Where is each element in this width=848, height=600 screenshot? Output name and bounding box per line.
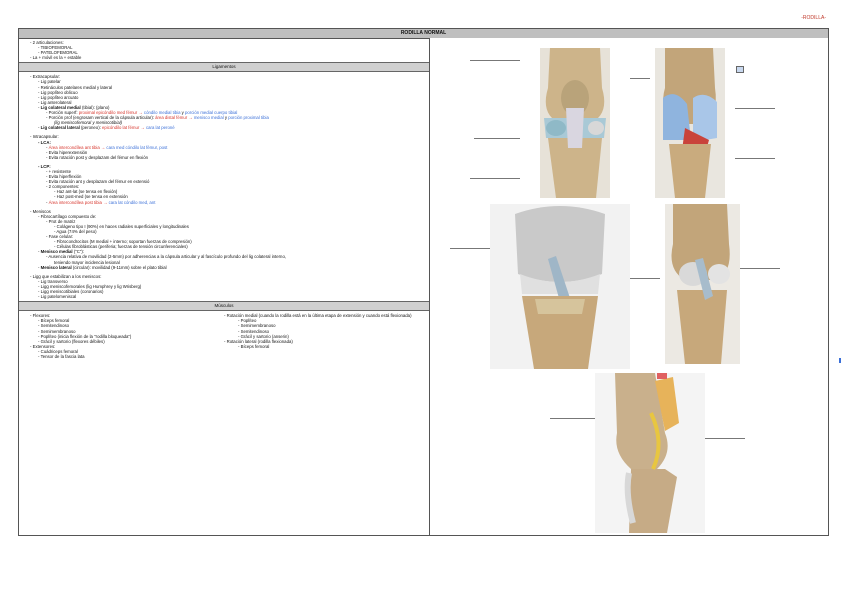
- list-item: - Meniscos: [30, 208, 51, 214]
- list-item: - Lig colateral lateral (peroneo): epicóndilo lat fémur → cara lat peroné: [38, 125, 175, 131]
- scroll-marker: [839, 358, 841, 363]
- knee-cruciate-illustration: [490, 204, 630, 369]
- list-item: - Extracapsular:: [30, 74, 61, 80]
- list-item: - Poplíteo (inicia flexión de la "rodilla bloqueada"): [38, 333, 132, 339]
- section-header-musculos: Músculos: [19, 301, 429, 311]
- list-item: - Semimembranoso: [238, 323, 276, 329]
- list-item: - Haz post-med (se tensa en extensión: [54, 194, 128, 200]
- list-item: - Lig poplíteo arcuato: [38, 94, 79, 100]
- list-item: - Lig patelomeniscal: [38, 294, 77, 300]
- list-item: - Lig transverso: [38, 278, 68, 284]
- list-item: - Bíceps femoral: [38, 318, 70, 324]
- list-item: - Flexores:: [30, 313, 51, 319]
- notes-column: [19, 38, 430, 535]
- list-item: - Evita rotación ant y desplazam del fémur en extensió: [46, 179, 150, 185]
- list-item: - Intracapsular:: [30, 134, 59, 140]
- intro-list: [19, 38, 429, 62]
- list-item: - Ausencia relativa de movilidad (2-5mm) por adherencias a la cápsula articular y al fascículo profundo del lig colateral interno,: [46, 254, 287, 260]
- list-item: - Lig poplíteo oblicuo: [38, 89, 78, 95]
- illustrations-column: [430, 38, 828, 535]
- list-item: - Porción superf: proximal epicóndilo med fémur → cóndilo medial tibia y porción medial cuerpo tibial: [46, 110, 238, 116]
- list-item: - Lig patelar: [38, 79, 61, 85]
- list-item: - 2 componentes:: [46, 184, 80, 190]
- page-title: RODILLA NORMAL: [19, 29, 828, 39]
- list-item: - Semitendinoso: [238, 328, 270, 334]
- musculos-section: [19, 311, 429, 361]
- list-item: - Fibrocondrocitos (M medial + interno; soportan fuerzas de compresión): [54, 239, 192, 245]
- list-item: - Menisco medial ("C"):: [38, 249, 85, 255]
- musculos-col-right: [224, 313, 424, 359]
- header-tag: -RODILLA-: [801, 15, 826, 21]
- list-item: - + resistente: [46, 168, 71, 174]
- list-item: - Rotación lateral (rodilla flexionada): [224, 338, 293, 344]
- list-item: - Porción prof (engrosam vertical de la cápsula articular): área distal fémur → menisco medial y porción proximal tibia: [46, 115, 269, 121]
- list-item: - Prot de matriz: [46, 218, 76, 224]
- list-item: - Bíceps femoral: [238, 343, 270, 349]
- list-item: - Semimembranoso: [38, 328, 76, 334]
- list-item: - Área intercondílea ant tibia → cara med cóndilo lat fémur, post: [46, 144, 168, 150]
- list-item: - Grácil y sartorio (flexores débiles): [38, 338, 105, 344]
- list-item: - Área intercondílea post tibia → cara lat cóndilo med, ant: [46, 199, 156, 205]
- list-item: - Células fibroblásticas (periferia; fuerzas de tensión circunferenciales): [54, 244, 188, 250]
- list-item: - La + móvil es la + estable: [30, 55, 82, 61]
- list-item: (lig meniscofemoral y meniscotibial): [54, 120, 123, 126]
- musculos-col-left: [24, 313, 224, 359]
- list-item: - Haz ant-lat (se tensa en flexión): [54, 189, 118, 195]
- list-item: - Evita hiperextensión: [46, 149, 88, 155]
- list-item: - Extensores:: [30, 343, 56, 349]
- list-item: - Evita hiperflexión: [46, 174, 82, 180]
- list-item: - LCA:: [38, 139, 51, 145]
- knee-anterior-illustration: [520, 48, 630, 198]
- list-item: - Grácil y sartorio (anserin): [238, 333, 289, 339]
- list-item: - Cuádriceps femoral: [38, 348, 78, 354]
- list-item: - 2 articulaciones:: [30, 40, 64, 45]
- list-item: - Semitendinoso: [38, 323, 70, 329]
- list-item: - Lig colateral medial (tibial): (plano): [38, 104, 110, 110]
- list-item: - Ligg que estabilizan a los meniscos:: [30, 273, 102, 279]
- list-item: - Poplíteo: [238, 318, 257, 324]
- list-item: - Menisco lateral (circular): movilidad (9-11mm) sobre el plato tibial: [38, 264, 167, 270]
- list-item: - Agua (74% del peso): [54, 229, 97, 234]
- document-frame: [18, 28, 829, 536]
- ligamentos-section: [19, 72, 429, 301]
- list-item: - TIBIOFEMORAL: [38, 45, 73, 51]
- list-item: - Ligg meniscofemorales (lig Humphrey y lig Wrisberg): [38, 283, 142, 289]
- list-item: - Colágeno tipo I (90%) en haces radiales superficiales y longitudinales: [54, 223, 189, 229]
- section-header-ligamentos: Ligamentos: [19, 62, 429, 72]
- list-item: teniendo mayor incidencia lesional: [54, 259, 120, 265]
- list-item: - LCP:: [38, 163, 51, 169]
- list-item: - Lig anterolateral: [38, 99, 72, 105]
- list-item: - Ligg meniscotibiales (coronarios): [38, 289, 104, 295]
- list-item: - Retináculos patelares medial y lateral: [38, 84, 113, 90]
- list-item: - Fibrocartílago compuesto de:: [38, 213, 97, 219]
- knee-capsule-illustration: [645, 48, 735, 198]
- knee-sagittal-illustration: [595, 373, 705, 533]
- list-item: - Evita rotación post y desplazam del fémur en flexión: [46, 154, 148, 160]
- list-item: - Fase celular:: [46, 234, 74, 240]
- list-item: - PATELOFEMORAL: [38, 50, 78, 56]
- knee-posterior-illustration: [655, 204, 750, 364]
- list-item: - Rotación medial (cuando la rodilla está en la última etapa de extensión y cuando está flexionada): [224, 313, 412, 319]
- legend-swatch: [736, 66, 744, 73]
- list-item: - Tensor de la fascia lata: [38, 353, 85, 359]
